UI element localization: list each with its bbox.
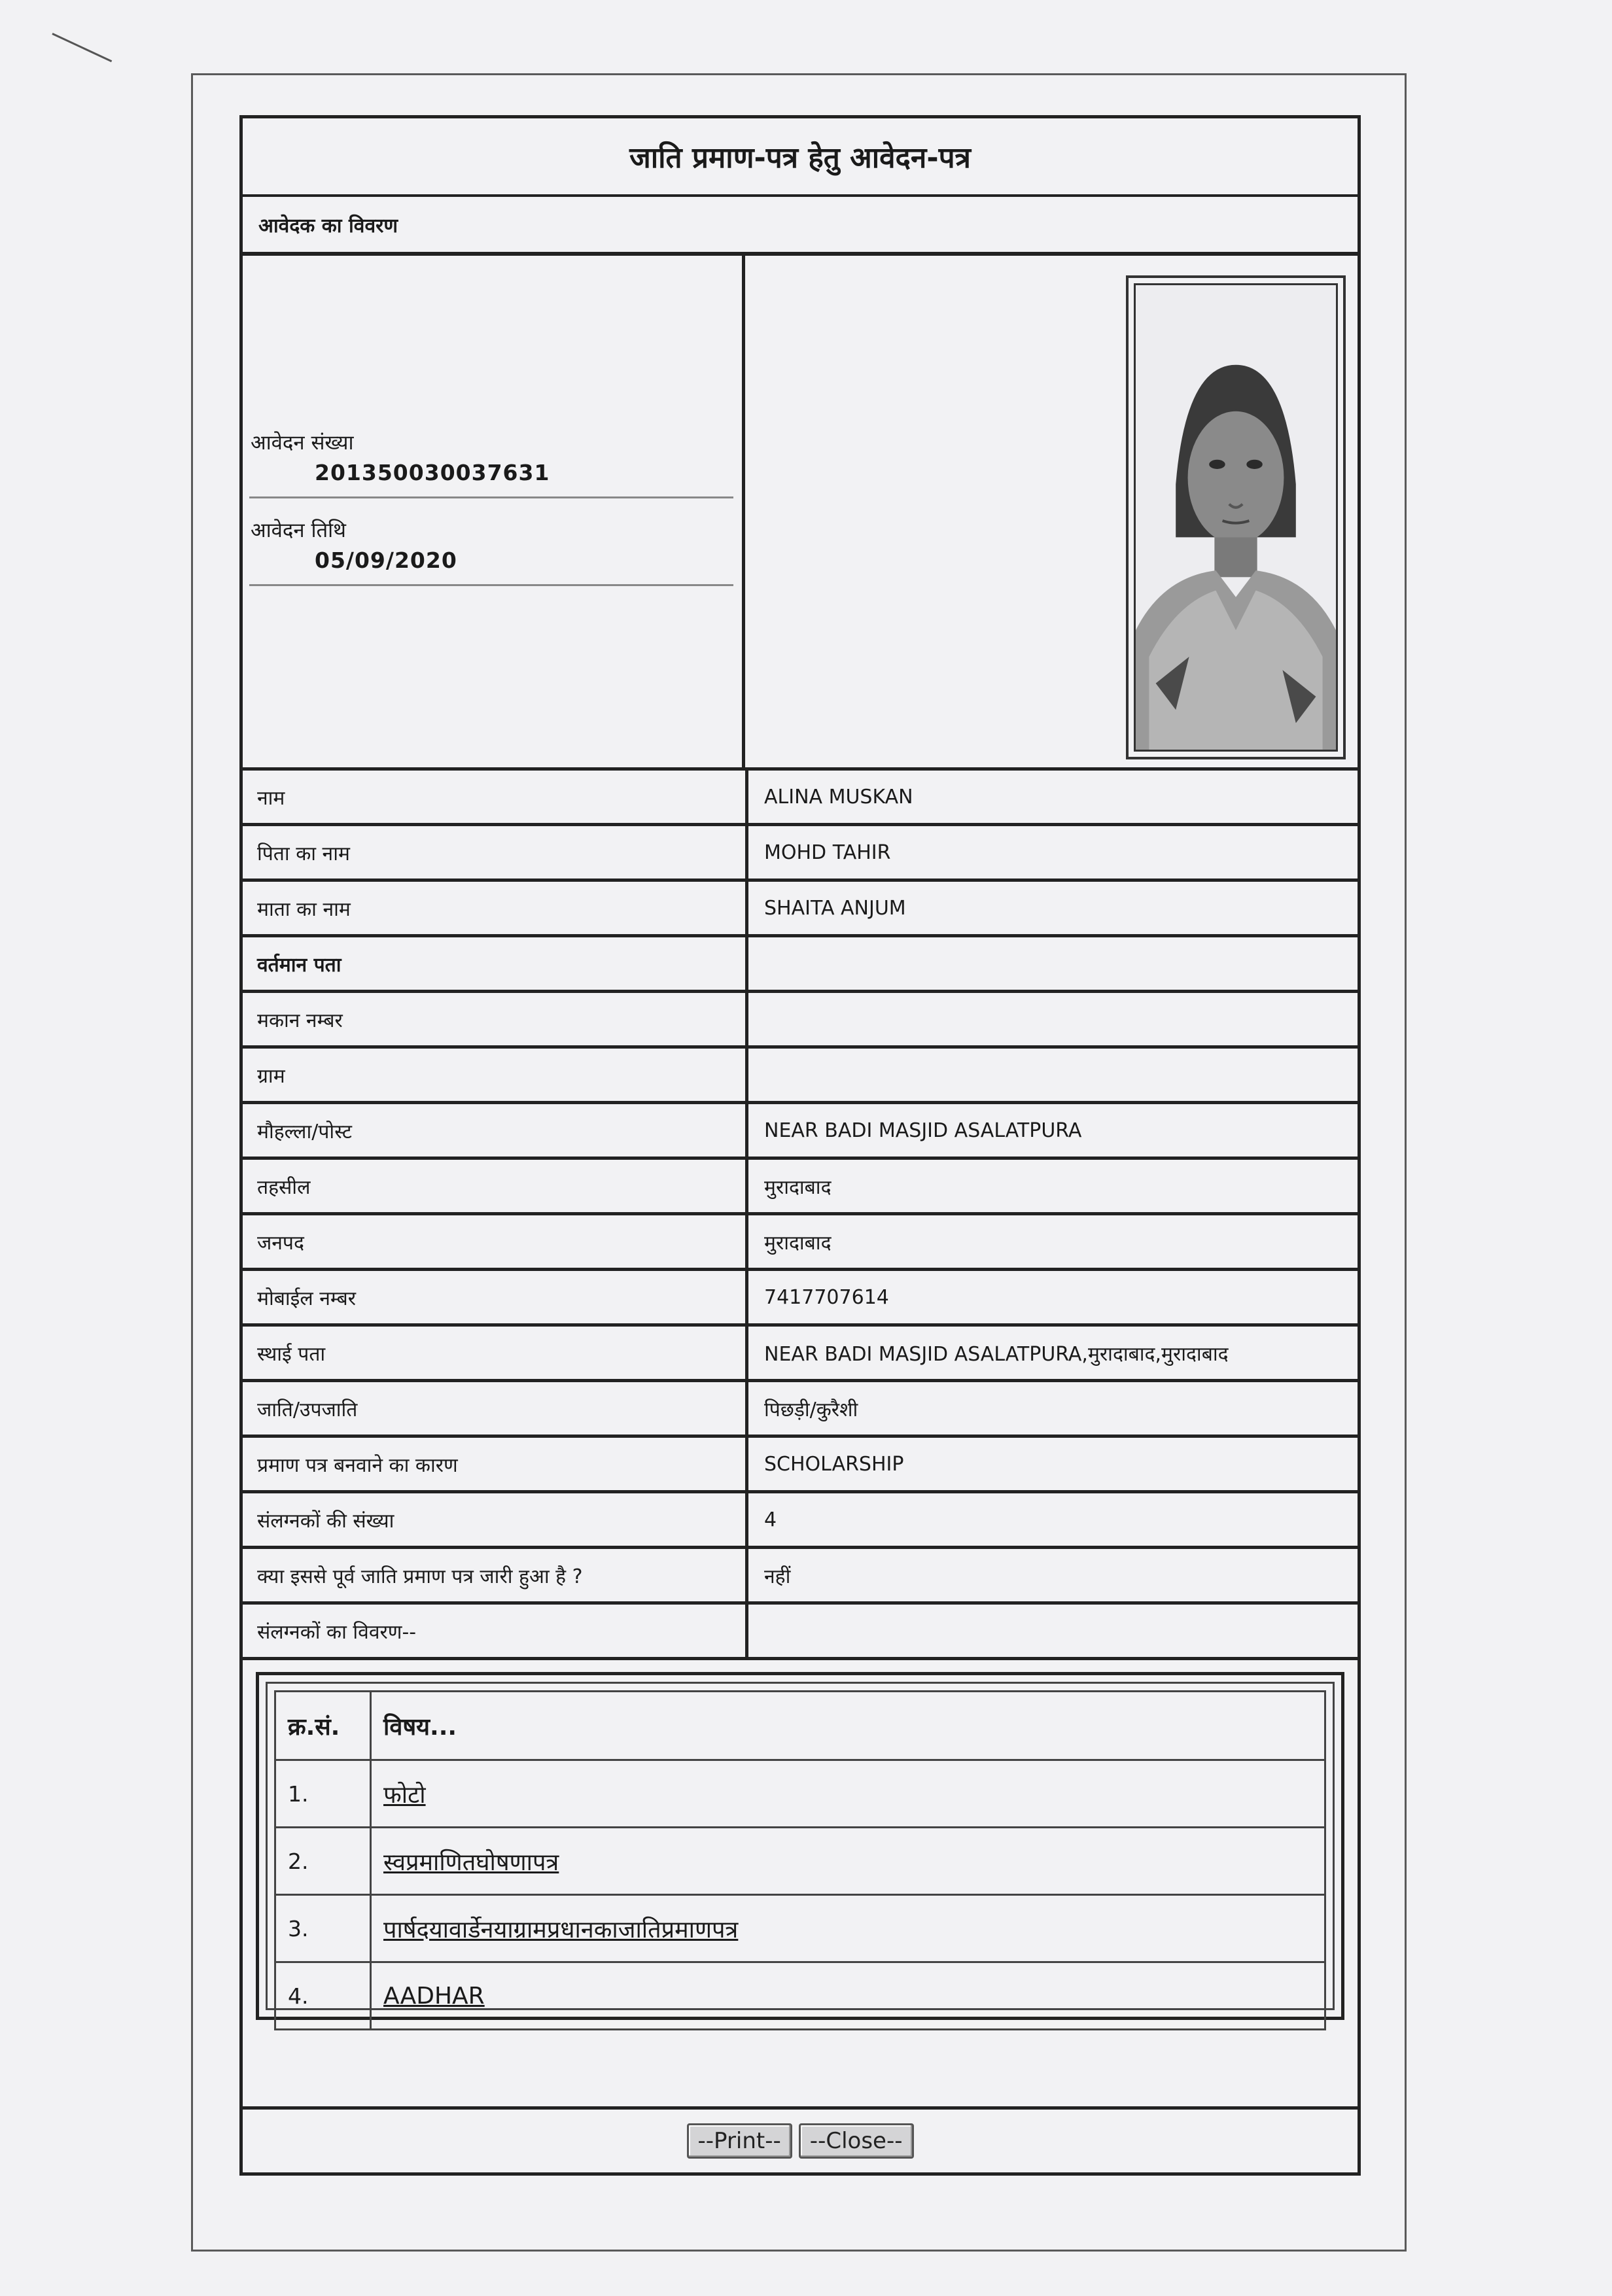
close-button[interactable]: --Close--: [799, 2123, 914, 2159]
field-row: [243, 992, 1358, 1047]
column-header-subject: विषय...: [371, 1692, 1325, 1760]
serial-number: 1.: [275, 1760, 371, 1828]
application-number: 201350030037631: [315, 460, 550, 485]
field-label: जाति/उपजाति: [243, 1381, 747, 1436]
field-value: पिछड़ी/कुरैशी: [747, 1381, 1358, 1436]
serial-number: 2.: [275, 1828, 371, 1895]
table-row: [275, 1962, 1325, 2030]
field-value: NEAR BADI MASJID ASALATPURA,मुरादाबाद,मुरादाबाद: [747, 1325, 1358, 1381]
photo-area: [745, 256, 1358, 767]
field-row: [243, 1270, 1358, 1325]
column-header-serial: क्र.सं.: [275, 1692, 371, 1760]
field-row: [243, 825, 1358, 880]
applicant-photo: [1134, 283, 1338, 752]
table-row: [275, 1760, 1325, 1828]
field-label: तहसील: [243, 1158, 747, 1214]
field-label: माता का नाम: [243, 880, 747, 936]
field-label: ग्राम: [243, 1047, 747, 1103]
field-value: NEAR BADI MASJID ASALATPURA: [747, 1103, 1358, 1158]
application-meta: [243, 256, 745, 767]
field-value: 7417707614: [747, 1270, 1358, 1325]
field-value: SHAITA ANJUM: [747, 880, 1358, 936]
field-label: जनपद: [243, 1214, 747, 1270]
field-label: स्थाई पता: [243, 1325, 747, 1381]
field-value: [747, 936, 1358, 992]
attachment-link-caste-certificate[interactable]: पार्षदयावार्डेनयाग्रामप्रधानकाजातिप्रमाणपत्र: [383, 1916, 739, 1943]
field-row: [243, 1436, 1358, 1492]
serial-number: 3.: [275, 1895, 371, 1962]
attachment-cell: [371, 1760, 1325, 1828]
field-value: [747, 1047, 1358, 1103]
field-row: [243, 1492, 1358, 1548]
field-label: संलग्नकों का विवरण--: [243, 1603, 747, 1659]
applicant-details-table: [243, 771, 1358, 1660]
field-value: नहीं: [747, 1548, 1358, 1603]
attachment-link-self-declaration[interactable]: स्वप्रमाणितघोषणापत्र: [383, 1849, 559, 1876]
applicant-header-block: [243, 256, 1358, 771]
attachments-table: [274, 1690, 1326, 2030]
attachment-cell: [371, 1828, 1325, 1895]
applicant-photo-frame: [1126, 275, 1346, 759]
field-row: [243, 1548, 1358, 1603]
portrait-image: [1136, 285, 1336, 750]
attachment-cell: [371, 1962, 1325, 2030]
field-value: SCHOLARSHIP: [747, 1436, 1358, 1492]
field-label: नाम: [243, 771, 747, 825]
field-label: मकान नम्बर: [243, 992, 747, 1047]
attachments-header-row: [275, 1692, 1325, 1760]
field-value: MOHD TAHIR: [747, 825, 1358, 880]
divider: [249, 496, 733, 498]
table-row: [275, 1828, 1325, 1895]
field-row: [243, 1103, 1358, 1158]
field-label: क्या इससे पूर्व जाति प्रमाण पत्र जारी हुआ है ?: [243, 1548, 747, 1603]
field-value: [747, 1603, 1358, 1659]
field-row: [243, 1214, 1358, 1270]
application-date: 05/09/2020: [315, 548, 457, 573]
field-value: 4: [747, 1492, 1358, 1548]
field-row: [243, 880, 1358, 936]
attachment-link-photo[interactable]: फोटो: [383, 1781, 426, 1809]
field-row: [243, 1047, 1358, 1103]
attachment-link-aadhar[interactable]: AADHAR: [383, 1982, 485, 2009]
table-row: [275, 1895, 1325, 1962]
print-button[interactable]: --Print--: [687, 2123, 792, 2159]
form-title: जाति प्रमाण-पत्र हेतु आवेदन-पत्र: [243, 118, 1358, 197]
field-value: [747, 992, 1358, 1047]
attachment-cell: [371, 1895, 1325, 1962]
field-value: मुरादाबाद: [747, 1214, 1358, 1270]
attachments-panel: [256, 1672, 1344, 2020]
field-label: पिता का नाम: [243, 825, 747, 880]
field-label: मोबाईल नम्बर: [243, 1270, 747, 1325]
action-bar: [243, 2106, 1358, 2172]
section-title: आवेदक का विवरण: [243, 197, 1358, 256]
divider: [249, 584, 733, 586]
field-row: [243, 936, 1358, 992]
field-label: वर्तमान पता: [243, 936, 747, 992]
serial-number: 4.: [275, 1962, 371, 2030]
field-row: [243, 1603, 1358, 1659]
application-number-label: आवेदन संख्या: [251, 431, 354, 455]
field-value: मुरादाबाद: [747, 1158, 1358, 1214]
field-row: [243, 1325, 1358, 1381]
caste-certificate-application-form: [239, 115, 1361, 2176]
field-row: [243, 771, 1358, 825]
field-row: [243, 1158, 1358, 1214]
field-row: [243, 1381, 1358, 1436]
field-label: प्रमाण पत्र बनवाने का कारण: [243, 1436, 747, 1492]
scan-mark: [52, 33, 112, 62]
field-label: संलग्नकों की संख्या: [243, 1492, 747, 1548]
field-label: मौहल्ला/पोस्ट: [243, 1103, 747, 1158]
application-date-label: आवेदन तिथि: [251, 519, 346, 542]
field-value: ALINA MUSKAN: [747, 771, 1358, 825]
